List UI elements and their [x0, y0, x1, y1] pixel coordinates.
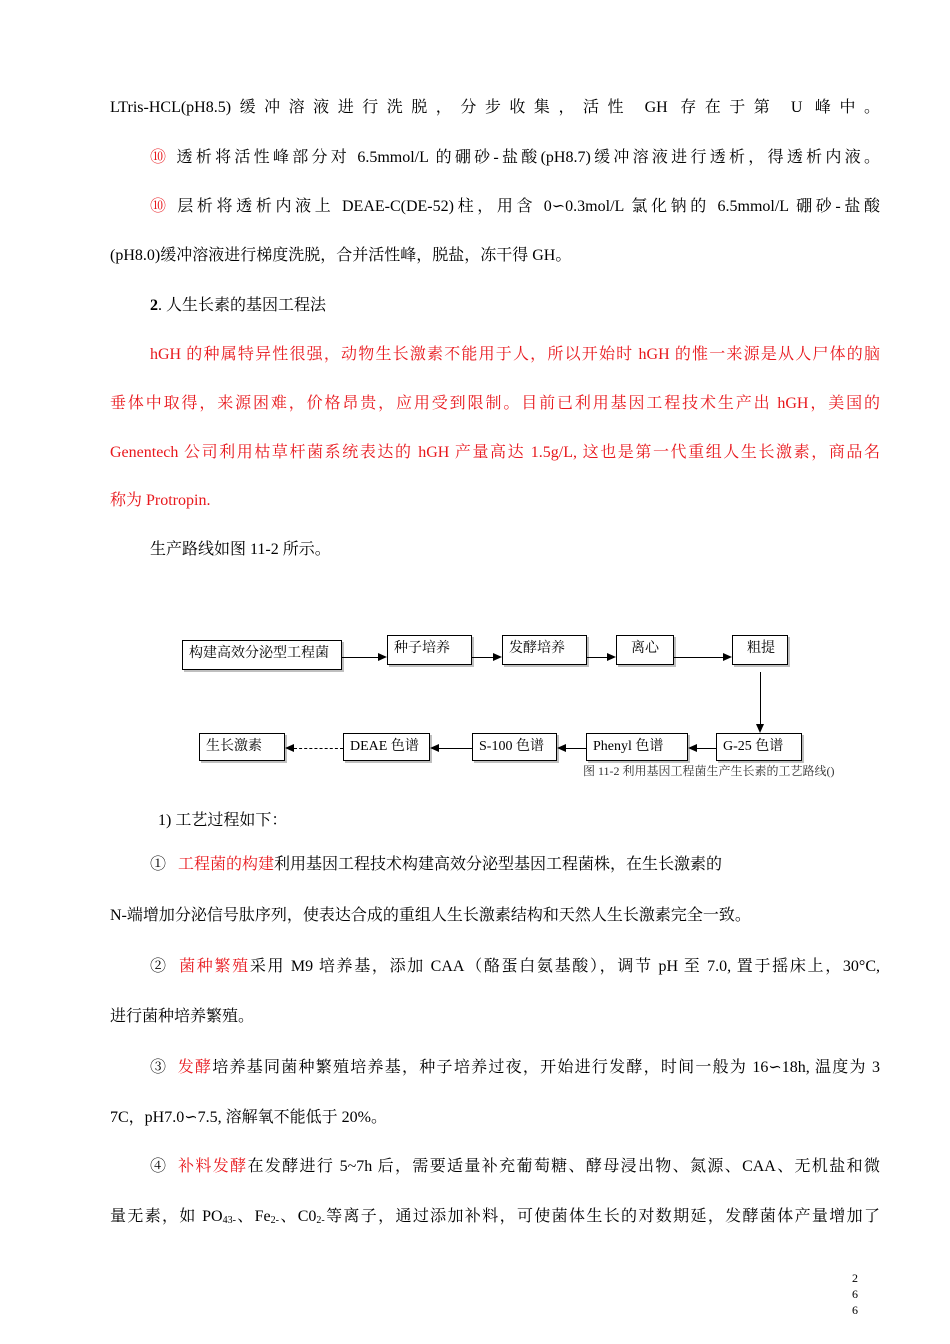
text: 透析将活性峰部分对 6.5mmol/L 的硼砂-盐酸(pH8.7)缓冲溶液进行透析，得透析内液。 [169, 149, 880, 166]
page-number-digit: 6 [852, 1287, 858, 1301]
text: 7C，pH7.0∽7.5, 溶解氧不能低于 20%。 [110, 1109, 387, 1126]
text: 等离子，通过添加补料，可使菌体生长的对数期延，发酵菌体产量增加了 [324, 1208, 880, 1225]
text: LTris-HCL(pH8.5)缓冲溶液进行洗脱，分步收集，活性 GH 存在于第 U 峰中。 [110, 99, 880, 116]
text-line [150, 1157, 880, 1177]
arrow-right-icon [723, 653, 732, 661]
text-line [110, 906, 880, 926]
text-line [150, 1058, 880, 1078]
text: 层析将透析内液上 DEAE-C(DE-52)柱，用含 0∽0.3mol/L 氯化钠的 6.5mmol/L 硼砂-盐酸 [169, 198, 880, 215]
text: 、C0 [278, 1208, 317, 1225]
step-title: 补料发酵 [178, 1158, 248, 1175]
text-line [150, 540, 880, 560]
step-number: ③ [150, 1059, 168, 1076]
flow-box: G-25 色谱 [716, 733, 802, 761]
step-title: 工程菌的构建 [178, 856, 275, 873]
text-line [150, 957, 880, 977]
flow-box: 生长激素 [199, 733, 285, 761]
text-line [110, 394, 880, 414]
section-title: . 人生长素的基因工程法 [158, 297, 327, 314]
arrow-right-icon [607, 653, 616, 661]
text: 、Fe [235, 1208, 271, 1225]
arrow-line [566, 748, 586, 749]
arrow-right-icon [378, 653, 387, 661]
circled-number: ⑩ [150, 149, 170, 166]
flow-box: DEAE 色谱 [343, 733, 430, 761]
text: 进行菌种培养繁殖。 [110, 1008, 255, 1025]
text-line [150, 148, 880, 168]
circled-number: ⑩ [150, 198, 170, 215]
arrow-line [760, 672, 761, 725]
text: 1) 工艺过程如下： [158, 812, 288, 829]
arrow-line [294, 748, 343, 749]
section-number: 2 [150, 297, 158, 314]
text: 称为 Protropin. [110, 492, 211, 509]
arrow-line [697, 748, 716, 749]
text-line [150, 197, 880, 217]
figure-caption: 图 11-2 利用基因工程菌生产生长素的工艺路线() [583, 764, 835, 778]
arrow-left-icon [557, 744, 566, 752]
text: Genentech 公司利用枯草杆菌系统表达的 hGH 产量高达 1.5g/L, 这也是第一代重组人生长激素，商品名 [110, 444, 880, 461]
page-number [848, 1270, 862, 1318]
arrow-line [674, 657, 723, 658]
step-number: ④ [150, 1158, 168, 1175]
text: 采用 M9 培养基，添加 CAA（酪蛋白氨基酸），调节 pH 至 7.0, 置于摇床上，30°C, [249, 958, 880, 975]
subscript: 43- [222, 1215, 236, 1226]
text: 垂体中取得，来源困难，价格昂贵，应用受到限制。目前已利用基因工程技术生产出 hGH，美国的 [110, 395, 880, 412]
subscript: 2- [316, 1215, 325, 1226]
text-line [110, 1108, 880, 1128]
text-line [110, 246, 880, 266]
text: 在发酵进行 5~7h 后，需要适量补充葡萄糖、酵母浸出物、氮源、CAA、无机盐和微 [247, 1158, 880, 1175]
arrow-line [587, 657, 607, 658]
section-heading [150, 296, 880, 316]
step-number: ① [150, 856, 167, 873]
arrow-left-icon [430, 744, 439, 752]
page-number-digit: 2 [852, 1271, 858, 1285]
arrow-left-icon [285, 744, 294, 752]
flow-box: 发酵培养 [502, 635, 587, 665]
flow-box: 种子培养 [387, 635, 472, 665]
step-number: ② [150, 958, 168, 975]
page-number-digit: 6 [852, 1303, 858, 1317]
text-line [110, 491, 880, 511]
arrow-right-icon [493, 653, 502, 661]
arrow-left-icon [688, 744, 697, 752]
flow-box: 粗提 [732, 635, 788, 665]
arrow-line [439, 748, 472, 749]
arrow-line [342, 657, 378, 658]
flow-box: 构建高效分泌型工程菌 [182, 640, 342, 670]
text: (pH8.0)缓冲溶液进行梯度洗脱，合并活性峰，脱盐，冻干得 GH。 [110, 247, 572, 264]
text: 培养基同菌种繁殖培养基，种子培养过夜，开始进行发酵，时间一般为 16∽18h, 温度为 3 [212, 1059, 880, 1076]
text-line [150, 345, 880, 365]
flow-box: Phenyl 色谱 [586, 733, 688, 761]
text: 生产路线如图 11-2 所示。 [150, 541, 331, 558]
text: 量无素，如 PO [110, 1208, 223, 1225]
arrow-down-icon [756, 724, 764, 733]
flow-box: S-100 色谱 [472, 733, 557, 761]
text-line [110, 443, 880, 463]
text-line [110, 1007, 880, 1027]
text-line [150, 855, 880, 875]
arrow-line [472, 657, 493, 658]
flow-box: 离心 [616, 635, 674, 665]
step-title: 发酵 [177, 1059, 213, 1076]
text: hGH 的种属特异性很强，动物生长激素不能用于人，所以开始时 hGH 的惟一来源是从人尸体的脑 [150, 346, 880, 363]
text-line [110, 98, 880, 118]
text: 利用基因工程技术构建高效分泌型基因工程菌株，在生长激素的 [274, 856, 723, 873]
text: N-端增加分泌信号肽序列，使表达合成的重组人生长激素结构和天然人生长激素完全一致。 [110, 907, 751, 924]
step-title: 菌种繁殖 [179, 958, 250, 975]
subscript: 2- [270, 1215, 279, 1226]
text-line [110, 1207, 880, 1231]
subheading [158, 811, 928, 831]
